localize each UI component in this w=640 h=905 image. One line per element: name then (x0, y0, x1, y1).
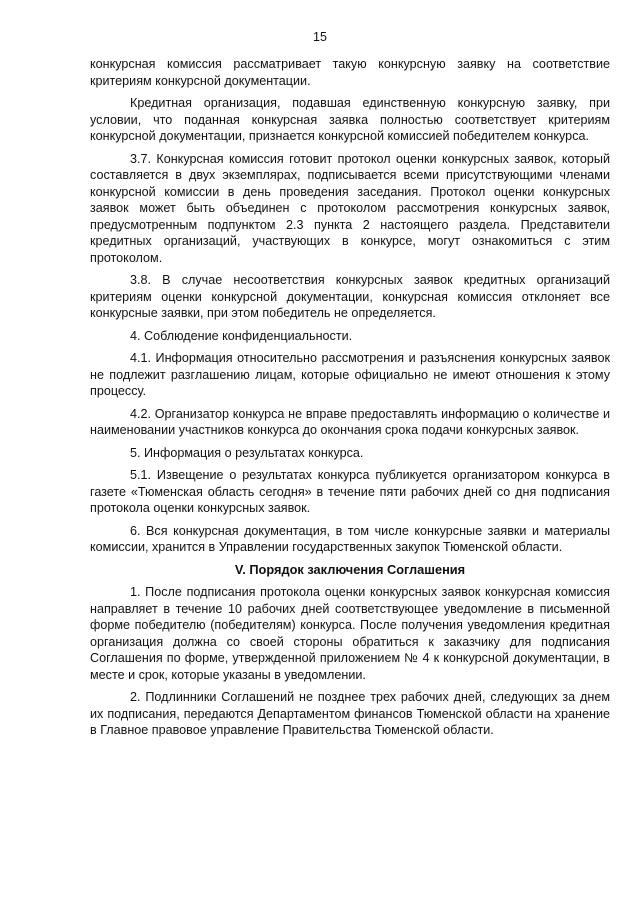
document-body (90, 56, 610, 745)
page-number: 15 (313, 30, 327, 44)
paragraph: 4. Соблюдение конфиденциальности. (130, 328, 353, 343)
paragraph: конкурсная комиссия рассматривает такую конкурсную заявку на соответствие критериям конкурсной документации. (90, 57, 610, 88)
section-heading: V. Порядок заключения Соглашения (234, 561, 466, 577)
paragraph: 4.2. Организатор конкурса не вправе предоставлять информацию о количестве и наименовании участников конкурса до окончания срока подачи конкурсных заявок. (90, 406, 610, 437)
paragraph: 6. Вся конкурсная документация, в том числе конкурсные заявки и материалы комиссии, хранится в Управлении государственных закупок Тюменской области. (90, 523, 610, 554)
paragraph: 2. Подлинники Соглашений не позднее трех рабочих дней, следующих за днем их подписания, передаются Департаментом финансов Тюменской области на хранение в Главное правовое управление Правительства Тюменской области. (90, 690, 610, 737)
paragraph: 1. После подписания протокола оценки конкурсных заявок конкурсная комиссия направляет в течение 10 рабочих дней соответствующее уведомление в письменной форме победителю (победителям) конкурса. После получения уведомления кредитная организация должна со своей стороны обратиться к заказчику для подписания Соглашения по форме, утвержденной приложением № 4 к конкурсной документации, в месте и срок, которые указаны в уведомлении. (90, 585, 610, 682)
paragraph: 3.8. В случае несоответствия конкурсных заявок кредитных организаций критериям оценки конкурсной документации, конкурсная комиссия отклоняет все конкурсные заявки, при этом победитель не определяется. (90, 273, 610, 320)
paragraph: 3.7. Конкурсная комиссия готовит протокол оценки конкурсных заявок, который составляется в двух экземплярах, подписывается всеми присутствующими членами конкурсной комиссии в день проведения заседания. Протокол оценки конкурсных заявок может быть объединен с протоколом рассмотрения конкурсных заявок, предусмотренным подпунктом 2.3 пункта 2 настоящего раздела. Представители кредитных организаций, участвующих в конкурсе, могут ознакомиться с этим протоколом. (90, 151, 610, 265)
paragraph: 5.1. Извещение о результатах конкурса публикуется организатором конкурса в газете «Тюменская область сегодня» в течение пяти рабочих дней со дня подписания протокола оценки конкурсных заявок. (90, 468, 610, 515)
paragraph: Кредитная организация, подавшая единственную конкурсную заявку, при условии, что поданная конкурсная заявка полностью соответствует критериям конкурсной документации, признается конкурсной комиссией победителем конкурса. (90, 96, 610, 143)
paragraph: 4.1. Информация относительно рассмотрения и разъяснения конкурсных заявок не подлежит разглашению лицам, которые официально не имеют отношения к этому процессу. (90, 351, 610, 398)
paragraph: 5. Информация о результатах конкурса. (130, 445, 364, 460)
